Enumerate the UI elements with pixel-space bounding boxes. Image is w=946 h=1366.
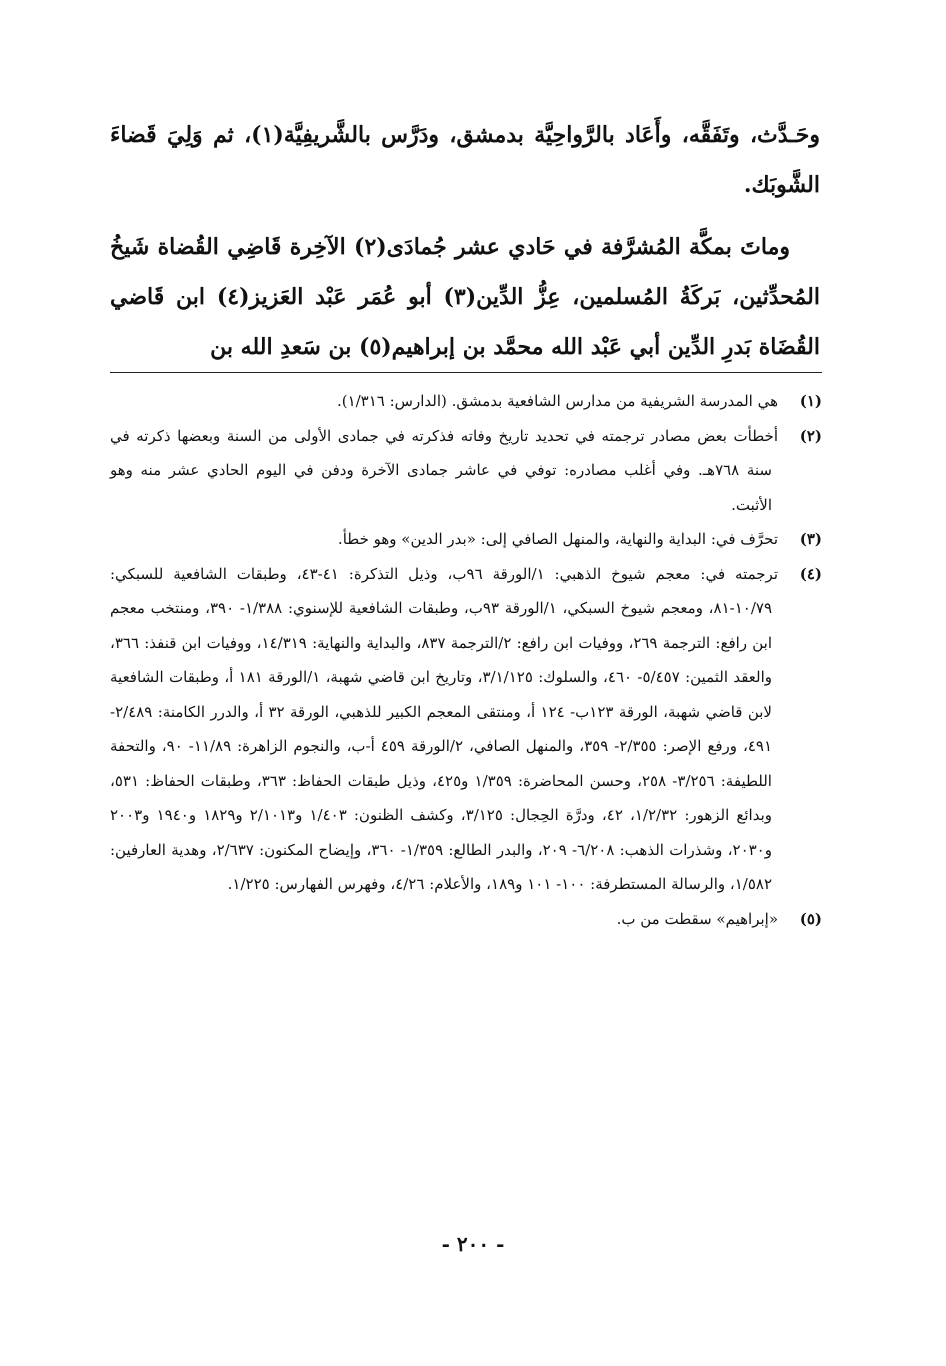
page-number: - ٢٠٠ -: [441, 1232, 505, 1256]
footnote-text: تحرَّف في: البداية والنهاية، والمنهل الصافي إلى: «بدر الدين» وهو خطأ.: [337, 530, 778, 548]
footnote-text: هي المدرسة الشريفية من مدارس الشافعية بدمشق. (الدارس: ١/٣١٦).: [336, 392, 778, 410]
footnote-number: (٥): [799, 909, 822, 928]
footnote-text: ترجمته في: معجم شيوخ الذهبي: ١/الورقة ٩٦ب، وذيل التذكرة: ٤١-٤٣، وطبقات الشافعية للسبكي: ١٠/٧٩-٨١، ومعجم شيوخ السبكي، ١/الورقة ٩٣ب، وطبقات الشافعية للإسنوي: ١/٣٨٨- ٣٩٠، ومنتخب معجم ابن رافع: الترجمة ٢٦٩، ووفيات ابن رافع: ٢/الترجمة ٨٣٧، والبداية والنهاية: ١٤/٣١٩، ووفيات ابن قنفذ: ٣٦٦، والعقد الثمين: ٥/٤٥٧- ٤٦٠، والسلوك: ٣/١/١٢٥، وتاريخ ابن قاضي شهبة، ١/الورقة ١٨١ أ، وطبقات الشافعية لابن قاضي شهبة، الورقة ١٢٣ب- ١٢٤ أ، ومنتقى المعجم الكبير للذهبي، الورقة ٣٢ أ، والدرر الكامنة: ٢/٤٨٩- ٤٩١، ورفع الإصر: ٢/٣٥٥- ٣٥٩، والمنهل الصافي، ٢/الورقة ٤٥٩ أ-ب، والنجوم الزاهرة: ١١/٨٩- ٩٠، والتحفة اللطيفة: ٣/٢٥٦- ٢٥٨، وحسن المحاضرة: ١/٣٥٩ و٤٢٥، وذيل طبقات الحفاظ: ٣٦٣، وطبقات الحفاظ: ٥٣١، وبدائع الزهور: ١/٢/٣٢، ٤٢، ودرَّة الحِجال: ٣/١٢٥، وكشف الظنون: ١/٤٠٣ و٢/١٠١٣ و١٨٢٩ و١٩٤٠ و٢٠٠٣ و٢٠٣٠، وشذرات الذهب: ٦/٢٠٨- ٢٠٩، والبدر الطالع: ١/٣٥٩- ٣٦٠، وإيضاح المكنون: ٢/٦٣٧، وهدية العارفين: ١/٥٨٢، والرسالة المستطرفة: ١٠٠- ١٠١ و١٨٩، والأعلام: ٤/٢٦، وفهرس الفهارس: ١/٢٢٥.: [110, 564, 778, 893]
paragraph-2: وماتَ بمكَّة المُشرَّفة في حَادي عشر جُمادَى(٢) الآخِرة قَاضِي القُضاة شَيخُ المُحدِّثين، بَركَةُ المُسلمين، عِزُّ الدِّين(٣) أبو عُمَر عَبْد العَزيز(٤) ابن قَاضي القُضَاة بَدرِ الدِّين أبي عَبْد الله محمَّد بن إبراهيم(٥) بن سَعدِ الله بن: [110, 234, 820, 360]
main-text: [110, 110, 820, 372]
footnote-number: (١): [799, 392, 822, 410]
footnote-4: [110, 557, 822, 902]
footnote-number: (٣): [799, 530, 822, 548]
footnote-3: [110, 522, 822, 557]
footnote-text: أخطأت بعض مصادر ترجمته في تحديد تاريخ وفاته فذكرته في جمادى الأولى من السنة وبعضها ذكرته في سنة ٧٦٨هـ. وفي أغلب مصادره: توفي في عاشر جمادى الآخرة ودفن في اليوم الحادي عشر منه وهو الأثبت.: [110, 426, 778, 514]
footnote-2: [110, 419, 822, 523]
footnote-number: (٤): [799, 564, 822, 583]
footnote-5: [110, 902, 822, 937]
footnotes: [110, 384, 822, 936]
footnote-text: «إبراهيم» سقطت من ب.: [616, 909, 778, 928]
footnote-1: [110, 384, 822, 419]
footnote-number: (٢): [799, 426, 822, 445]
paragraph-1: وحَـدَّث، وتَفَقَّه، وأَعَاد بالرَّواحِيَّة بدمشق، ودَرَّس بالشَّريفِيَّة(١)، ثم وَلِيَ قَضاءَ الشَّوبَك.: [110, 122, 820, 198]
footnote-separator: [110, 372, 822, 373]
